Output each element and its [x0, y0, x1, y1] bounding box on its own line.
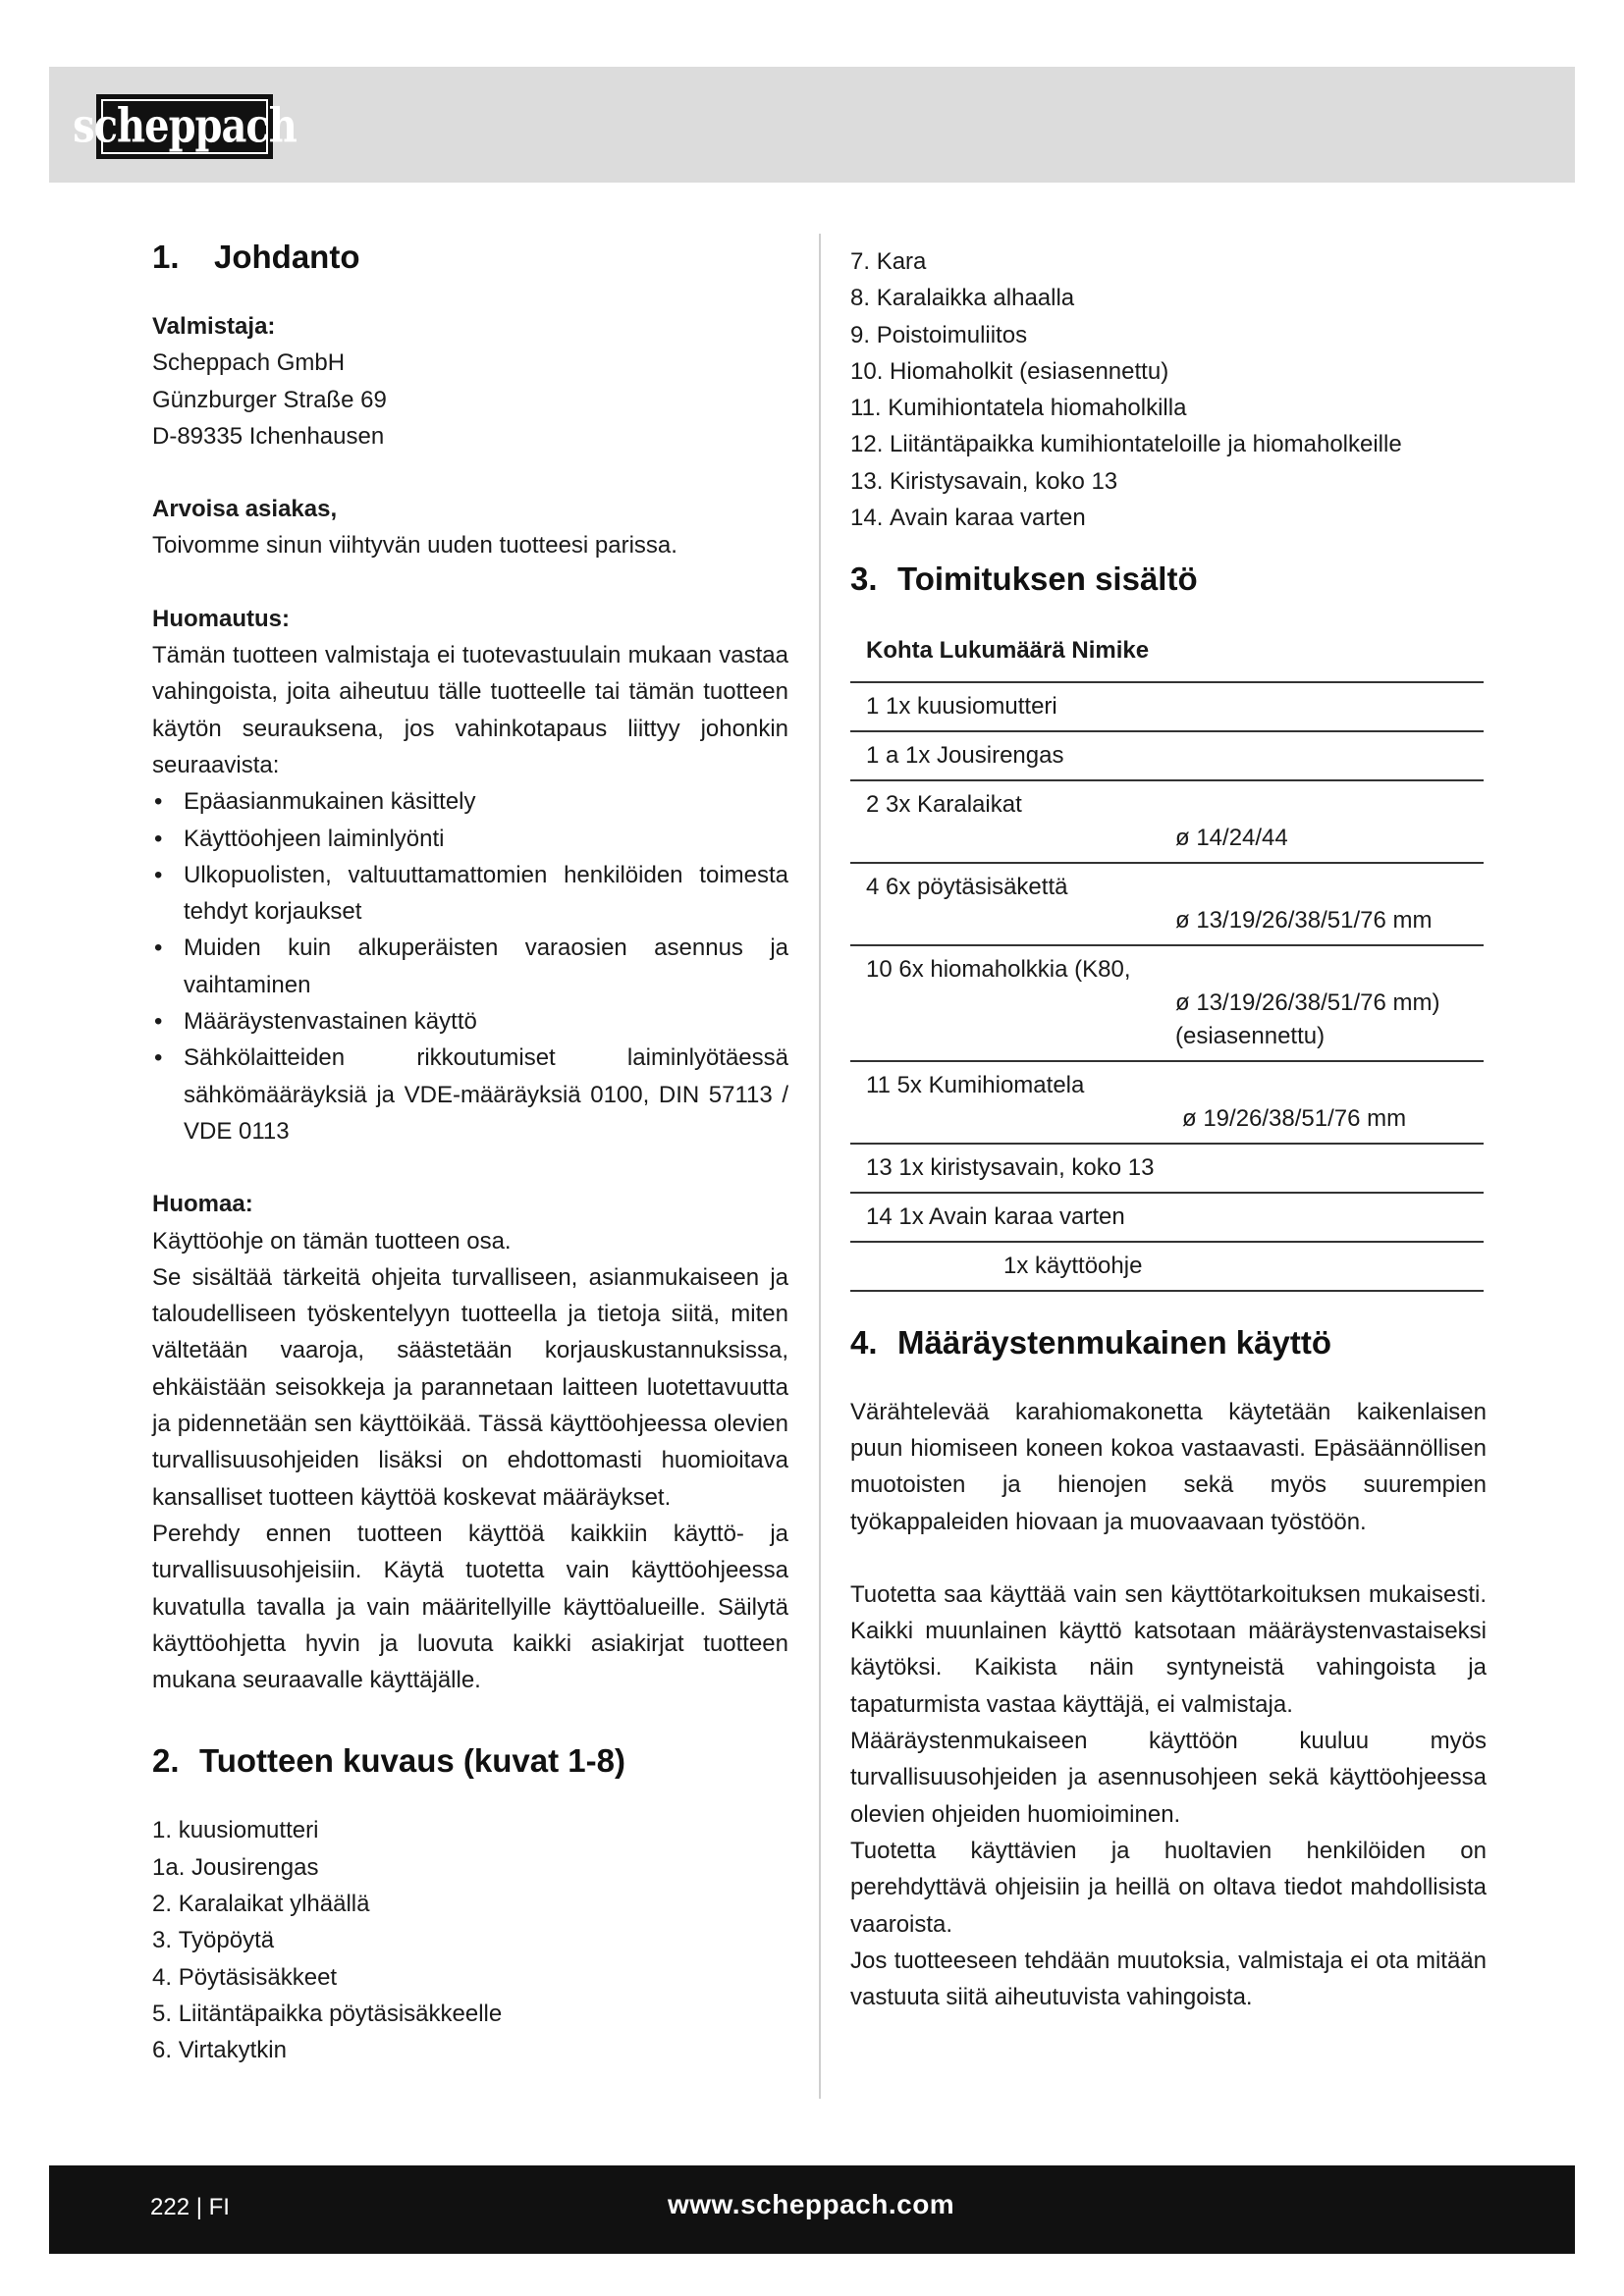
intended-use-paragraph: Tuotetta käyttävien ja huoltavien henkilöiden on perehdyttävä ohjeisiin ja heillä on oltava tiedot mahdollisista vaaroista.: [850, 1837, 1487, 1938]
section-1-heading: 1. Johdanto: [152, 239, 360, 275]
list-item: • Epäasianmukainen käsittely: [152, 783, 788, 820]
page-footer: [49, 2165, 1575, 2254]
list-item: • Muiden kuin alkuperäisten varaosien asennus ja vaihtaminen: [152, 930, 788, 1003]
intended-use-paragraph: Värähtelevää karahiomakonetta käytetään kaikenlaisen puun hiomiseen koneen kokoa vastaavasti. Epäsäännöllisen muotoisten ja hienojen sekä myös suurempien työkappaleiden hiovaan ja muovaavaan työstöön.: [850, 1398, 1487, 1535]
table-row: 4 6x pöytäsisäkettä ø 13/19/26/38/51/76 mm: [850, 864, 1484, 946]
customer-label: Arvoisa asiakas,: [152, 496, 338, 523]
section-3-heading: 3. Toimituksen sisältö: [850, 561, 1198, 598]
note-label: Huomautus:: [152, 605, 290, 632]
list-item: 10. Hiomaholkit (esiasennettu): [850, 357, 1169, 385]
page-header: [49, 67, 1575, 183]
website-link[interactable]: www.scheppach.com: [668, 2189, 955, 2219]
manufacturer-line: Scheppach GmbH: [152, 349, 346, 377]
intended-use-paragraph: Tuotetta saa käyttää vain sen käyttötarkoituksen mukaisesti. Kaikki muunlainen käyttö katsotaan määräystenvastaiseksi käytöksi. Kaikista näin syntyneistä vahingoista ja tapaturmista vastaa käyttäjä, ei valmistaja.: [850, 1580, 1487, 1718]
list-item: 5. Liitäntäpaikka pöytäsisäkkeelle: [152, 2000, 503, 2027]
liability-list: [152, 783, 788, 1149]
note2-paragraph: Käyttöohje on tämän tuotteen osa.: [152, 1227, 512, 1255]
list-item: 3. Työpöytä: [152, 1927, 275, 1954]
table-row: 2 3x Karalaikat ø 14/24/44: [850, 781, 1484, 864]
list-item: 1. kuusiomutteri: [152, 1817, 319, 1844]
note2-paragraph: Perehdy ennen tuotteen käyttöä kaikkiin käyttö- ja turvallisuusohjeisiin. Käytä tuotetta vain käyttöohjeessa kuvatulla tavalla ja vain määritellyille käyttöalueille. Säilytä käyttöohjetta hyvin ja luovuta kaikki asiakirjat tuotteen mukana seuraavalle käyttäjälle.: [152, 1520, 788, 1694]
column-divider: [819, 234, 821, 2099]
note-text: Tämän tuotteen valmistaja ei tuotevastuulain mukaan vastaa vahingoista, joita aiheutuu tälle tuotteelle tai tämän tuotteen käytön seurauksena, jos vahinkotapaus liittyy johonkin seuraavista:: [152, 642, 788, 778]
list-item: 12. Liitäntäpaikka kumihiontateloille ja hiomaholkeille: [850, 431, 1402, 458]
list-item: 11. Kumihiontatela hiomaholkilla: [850, 395, 1187, 422]
manufacturer-line: Günzburger Straße 69: [152, 386, 387, 413]
list-item: 2. Karalaikat ylhäällä: [152, 1890, 370, 1917]
intended-use-paragraph: Määräystenmukaiseen käyttöön kuuluu myös turvallisuusohjeiden ja asennusohjeen sekä käyttöohjeessa olevien ohjeiden huomioiminen.: [850, 1728, 1487, 1828]
intended-use-paragraph: Jos tuotteeseen tehdään muutoksia, valmistaja ei ota mitään vastuuta siitä aiheutuvista vahingoista.: [850, 1947, 1487, 2011]
table-row: 1 1x kuusiomutteri: [850, 683, 1484, 732]
list-item: 6. Virtakytkin: [152, 2037, 287, 2064]
manufacturer-label: Valmistaja:: [152, 313, 276, 340]
table-header: Kohta Lukumäärä Nimike: [850, 618, 1484, 682]
table-row: 14 1x Avain karaa varten: [850, 1194, 1484, 1243]
customer-text: Toivomme sinun viihtyvän uuden tuotteesi parissa.: [152, 532, 677, 560]
list-item: 13. Kiristysavain, koko 13: [850, 467, 1118, 495]
table-row: 10 6x hiomaholkkia (K80, ø 13/19/26/38/51/76 mm) (esiasennettu): [850, 946, 1484, 1062]
list-item: 9. Poistoimuliitos: [850, 321, 1028, 348]
scheppach-logo: [73, 94, 297, 159]
left-column: [152, 236, 788, 2068]
right-column: [850, 236, 1487, 2015]
list-item: • Sähkölaitteiden rikkoutumiset laiminlyötäessä sähkömääräyksiä ja VDE-määräyksiä 0100, DIN 57113 / VDE 0113: [152, 1040, 788, 1149]
list-item: 8. Karalaikka alhaalla: [850, 285, 1075, 312]
note2-label: Huomaa:: [152, 1191, 253, 1218]
list-item: 4. Pöytäsisäkkeet: [152, 1963, 338, 1991]
table-row: 1x käyttöohje: [850, 1243, 1484, 1292]
list-item: 7. Kara: [850, 248, 927, 275]
table-row: 1 a 1x Jousirengas: [850, 732, 1484, 781]
section-4-heading: 4. Määräystenmukainen käyttö: [850, 1323, 1332, 1361]
list-item: 14. Avain karaa varten: [850, 505, 1086, 532]
logo-text: scheppach: [73, 98, 297, 154]
list-item: • Käyttöohjeen laiminlyönti: [152, 821, 788, 857]
list-item: • Määräystenvastainen käyttö: [152, 1003, 788, 1040]
delivery-table: [850, 618, 1484, 1291]
parts-list: [152, 1812, 788, 2068]
manufacturer-line: D-89335 Ichenhausen: [152, 422, 385, 450]
table-row: 13 1x kiristysavain, koko 13: [850, 1145, 1484, 1194]
parts-list-continued: [850, 243, 1487, 536]
list-item: • Ulkopuolisten, valtuuttamattomien henkilöiden toimesta tehdyt korjaukset: [152, 857, 788, 931]
note2-paragraph: Se sisältää tärkeitä ohjeita turvalliseen, asianmukaiseen ja taloudelliseen työskentelyyn tuotteella ja tietoja siitä, miten vältetään vaaroja, säästetään korjauskustannuksissa, ehkäistään seisokkeja ja parannetaan laitteen luotettavuutta ja pidennetään sen käyttöikää. Tässä käyttöohjeessa olevien turvallisuusohjeiden lisäksi on ehdottomasti huomioitava kansalliset tuotteen käyttöä koskevat määräykset.: [152, 1263, 788, 1511]
list-item: 1a. Jousirengas: [152, 1853, 319, 1881]
table-row: 11 5x Kumihiomatela ø 19/26/38/51/76 mm: [850, 1062, 1484, 1145]
section-2-heading: 2. Tuotteen kuvaus (kuvat 1-8): [152, 1742, 625, 1780]
page-number: 222 | FI: [150, 2194, 230, 2220]
